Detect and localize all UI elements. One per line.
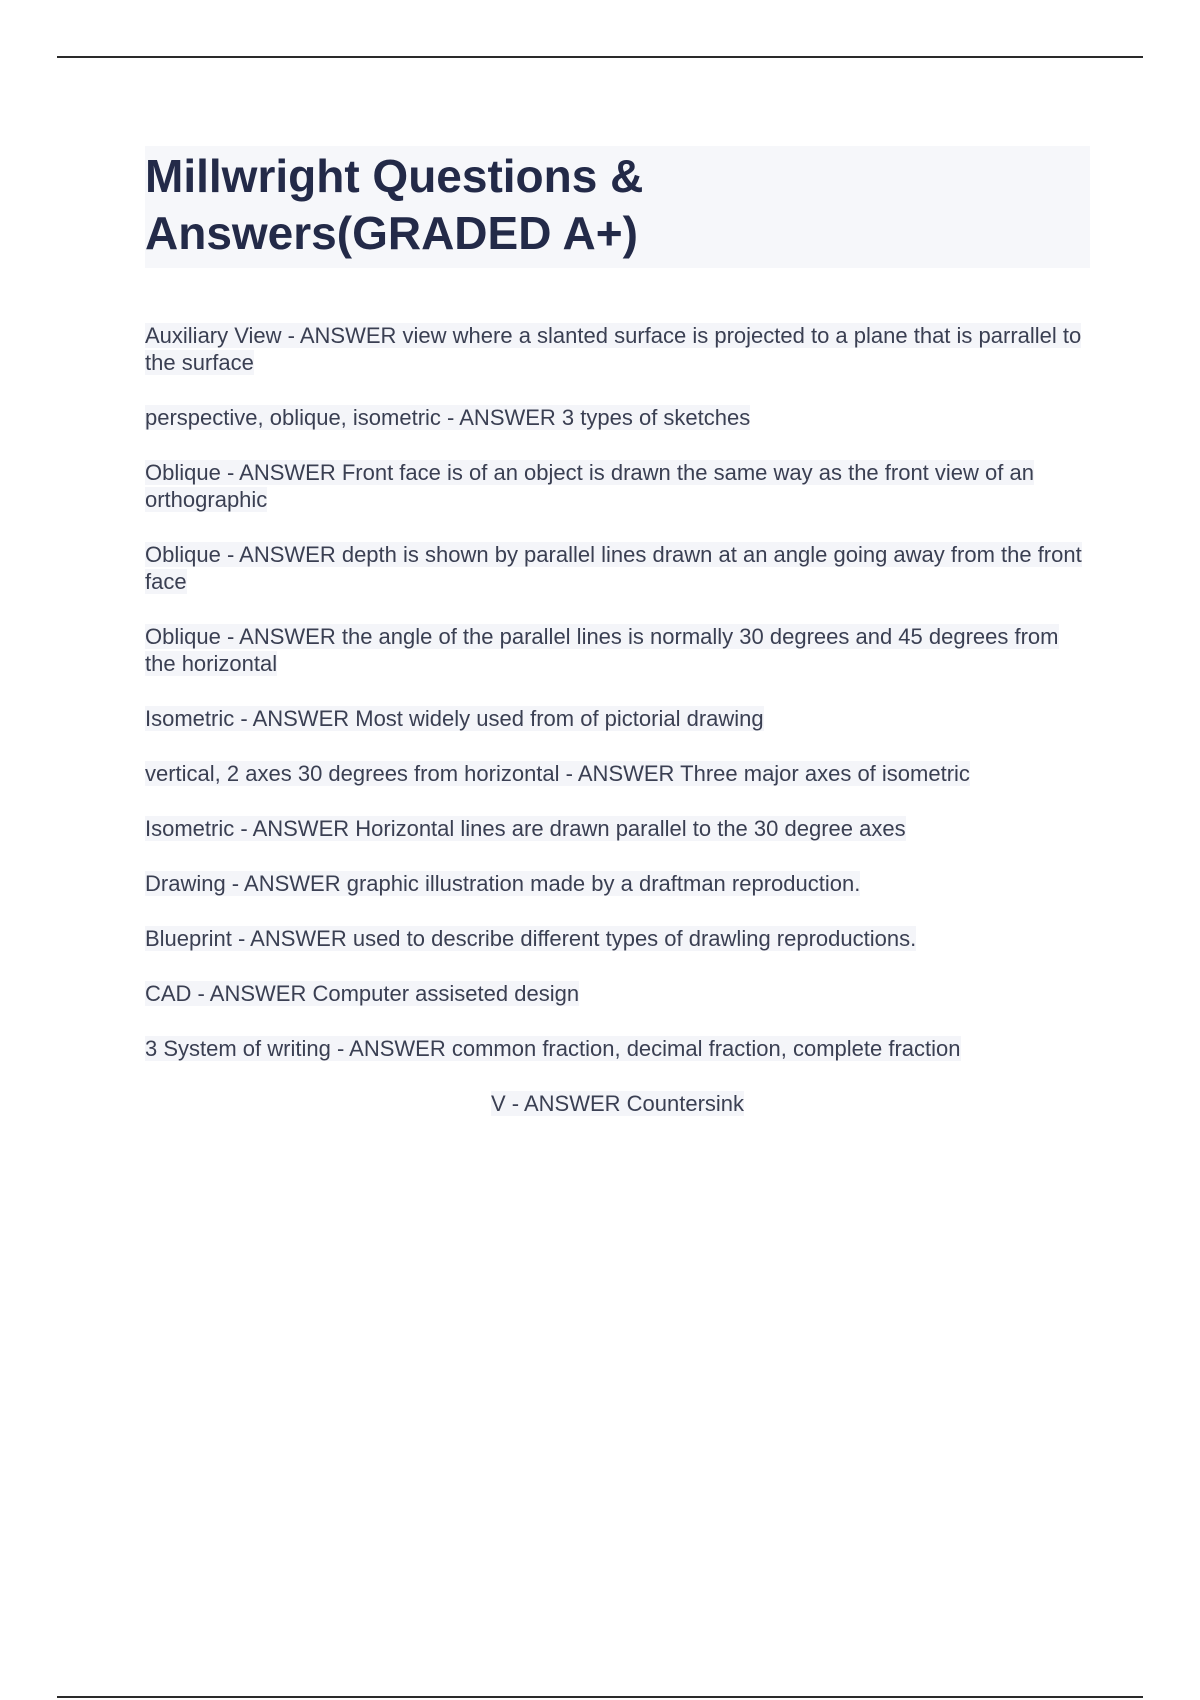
qa-item <box>145 815 1090 842</box>
qa-item <box>145 705 1090 732</box>
qa-text: 3 System of writing - ANSWER common fraction, decimal fraction, complete fraction <box>145 1036 961 1061</box>
qa-text: Isometric - ANSWER Horizontal lines are drawn parallel to the 30 degree axes <box>145 816 906 841</box>
top-rule <box>57 56 1143 58</box>
qa-text: vertical, 2 axes 30 degrees from horizontal - ANSWER Three major axes of isometric <box>145 761 970 786</box>
document-title: Millwright Questions & Answers(GRADED A+) <box>145 150 644 259</box>
qa-list <box>145 322 1090 1117</box>
qa-text: CAD - ANSWER Computer assiseted design <box>145 981 580 1006</box>
qa-item <box>145 404 1090 431</box>
document-body <box>145 146 1090 1145</box>
qa-text: V - ANSWER Countersink <box>490 1091 745 1116</box>
bottom-rule <box>57 1696 1143 1698</box>
qa-text: Isometric - ANSWER Most widely used from of pictorial drawing <box>145 706 764 731</box>
qa-item <box>145 1090 1090 1117</box>
qa-text: Auxiliary View - ANSWER view where a slanted surface is projected to a plane that is parrallel to the surface <box>145 323 1082 375</box>
qa-item <box>145 980 1090 1007</box>
qa-item <box>145 925 1090 952</box>
qa-item <box>145 322 1090 376</box>
qa-item <box>145 870 1090 897</box>
qa-text: Oblique - ANSWER depth is shown by parallel lines drawn at an angle going away from the front face <box>145 542 1082 594</box>
title-block <box>145 146 1090 268</box>
qa-item <box>145 760 1090 787</box>
qa-item <box>145 623 1090 677</box>
qa-text: Blueprint - ANSWER used to describe different types of drawling reproductions. <box>145 926 917 951</box>
qa-text: Oblique - ANSWER the angle of the parallel lines is normally 30 degrees and 45 degrees from the horizontal <box>145 624 1059 676</box>
qa-item <box>145 541 1090 595</box>
qa-item <box>145 1035 1090 1062</box>
qa-item <box>145 459 1090 513</box>
qa-text: Drawing - ANSWER graphic illustration made by a draftman reproduction. <box>145 871 861 896</box>
qa-text: perspective, oblique, isometric - ANSWER 3 types of sketches <box>145 405 751 430</box>
qa-text: Oblique - ANSWER Front face is of an object is drawn the same way as the front view of an orthographic <box>145 460 1034 512</box>
